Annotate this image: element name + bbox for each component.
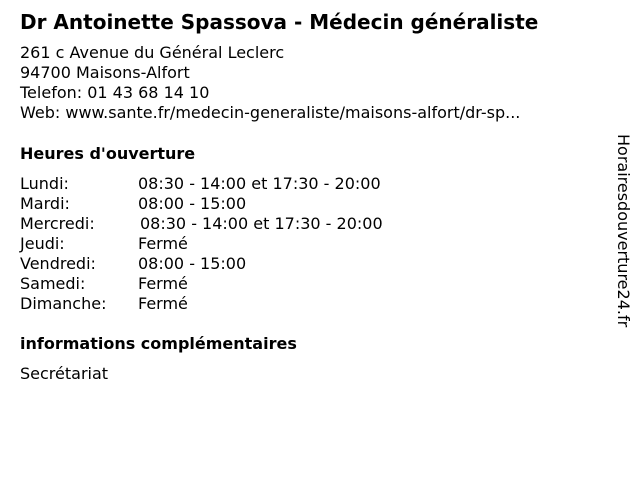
time-value: 08:30 - 14:00 et 17:30 - 20:00 (140, 214, 383, 233)
hours-row-wednesday (20, 214, 440, 234)
time-value: Fermé (138, 294, 188, 313)
city-postal: 94700 Maisons-Alfort (20, 63, 190, 82)
info-heading: informations complémentaires (20, 334, 297, 353)
address-block (20, 43, 520, 123)
time-value: 08:00 - 15:00 (138, 194, 247, 213)
time-value: Fermé (138, 234, 188, 253)
page-title: Dr Antoinette Spassova - Médecin généraliste (20, 10, 539, 34)
phone-number: Telefon: 01 43 68 14 10 (20, 83, 210, 102)
info-text: Secrétariat (20, 364, 109, 383)
day-label: Dimanche: (20, 294, 107, 313)
day-label: Samedi: (20, 274, 86, 293)
website-link: Web: www.sante.fr/medecin-generaliste/maisons-alfort/dr-sp... (20, 103, 521, 122)
hours-row-sunday (20, 294, 440, 314)
hours-row-saturday (20, 274, 440, 294)
site-watermark: Horairesdouverture24.fr (614, 134, 633, 328)
hours-row-tuesday (20, 194, 440, 214)
time-value: 08:30 - 14:00 et 17:30 - 20:00 (138, 174, 381, 193)
day-label: Lundi: (20, 174, 69, 193)
day-label: Mardi: (20, 194, 70, 213)
hours-row-thursday (20, 234, 440, 254)
hours-heading: Heures d'ouverture (20, 144, 196, 163)
hours-row-monday (20, 174, 440, 194)
day-label: Jeudi: (20, 234, 65, 253)
street-address: 261 c Avenue du Général Leclerc (20, 43, 285, 62)
opening-hours-table (20, 174, 440, 314)
time-value: 08:00 - 15:00 (138, 254, 247, 273)
day-label: Vendredi: (20, 254, 96, 273)
time-value: Fermé (138, 274, 188, 293)
day-label: Mercredi: (20, 214, 95, 233)
hours-row-friday (20, 254, 440, 274)
